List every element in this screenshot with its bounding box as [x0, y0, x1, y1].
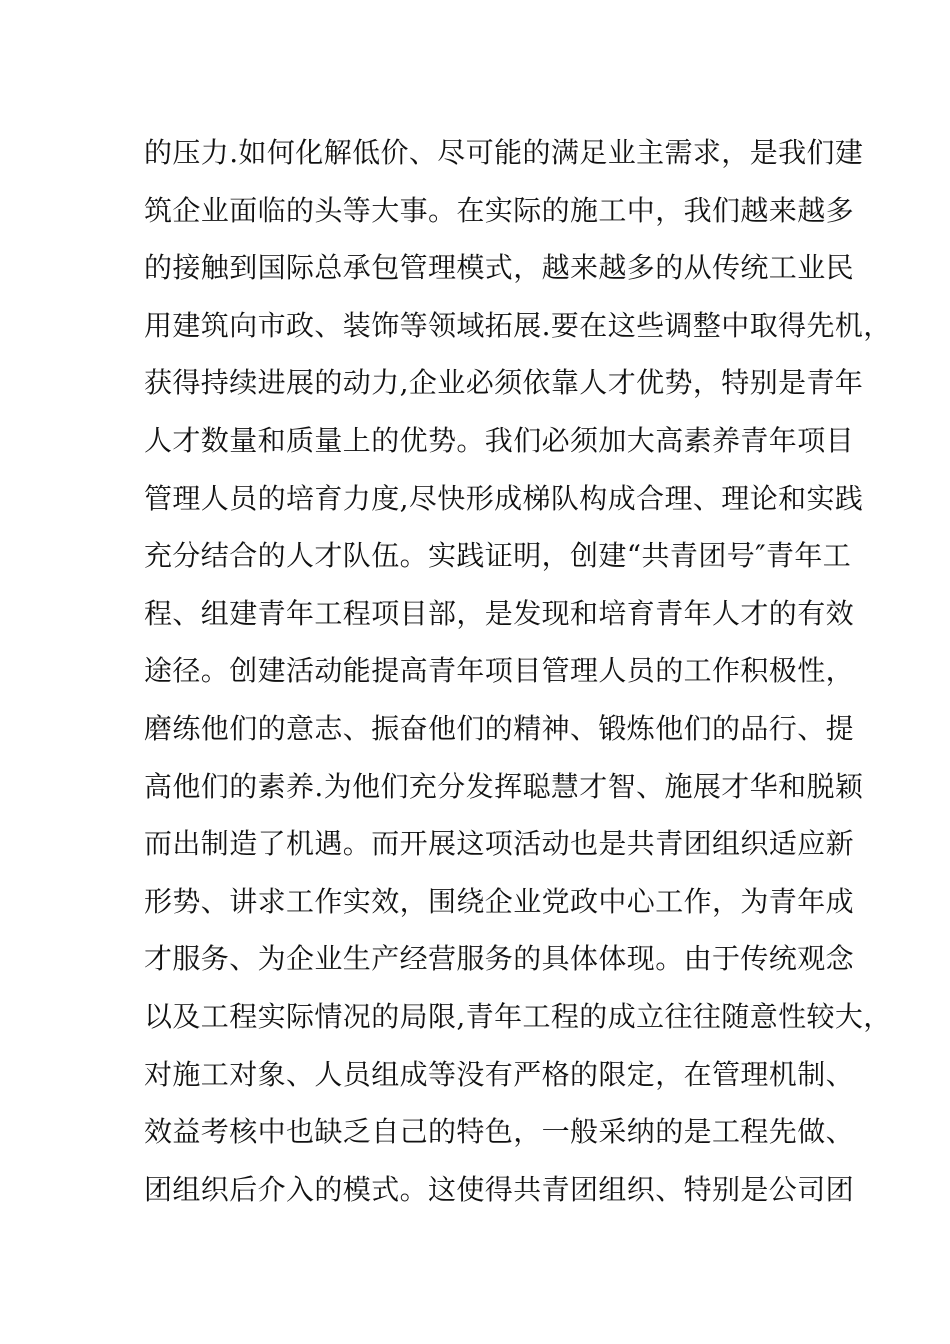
text-line: 充分结合的人才队伍。实践证明，创建“共青团号″青年工 — [144, 539, 852, 573]
text-line: 以及工程实际情况的局限,青年工程的成立往往随意性较大， — [144, 999, 892, 1033]
body-text — [144, 124, 892, 1218]
text-line: 的接触到国际总承包管理模式，越来越多的从传统工业民 — [144, 251, 855, 285]
text-line: 的压力.如何化解低价、尽可能的满足业主需求，是我们建 — [144, 136, 864, 169]
text-line: 获得持续进展的动力,企业必须依靠人才优势，特别是青年 — [144, 366, 864, 400]
text-line: 才服务、为企业生产经营服务的具体体现。由于传统观念 — [144, 942, 855, 976]
text-line: 程、组建青年工程项目部，是发现和培育青年人才的有效 — [144, 596, 855, 630]
text-line: 团组织后介入的模式。这使得共青团组织、特别是公司团 — [144, 1172, 855, 1206]
text-line: 用建筑向市政、装饰等领域拓展.要在这些调整中取得先机， — [144, 308, 892, 342]
text-line: 而出制造了机遇。而开展这项活动也是共青团组织适应新 — [144, 827, 855, 861]
text-line: 筑企业面临的头等大事。在实际的施工中，我们越来越多 — [144, 193, 855, 227]
text-line: 效益考核中也缺乏自己的特色，一般采纳的是工程先做、 — [144, 1115, 855, 1149]
text-line: 高他们的素养.为他们充分发挥聪慧才智、施展才华和脱颖 — [144, 769, 864, 803]
text-line: 对施工对象、人员组成等没有严格的限定，在管理机制、 — [144, 1057, 855, 1091]
text-line: 途径。创建活动能提高青年项目管理人员的工作积极性， — [144, 654, 855, 688]
text-line: 磨练他们的意志、振奋他们的精神、锻炼他们的品行、提 — [144, 711, 855, 745]
text-line: 形势、讲求工作实效，围绕企业党政中心工作，为青年成 — [144, 884, 855, 918]
text-line: 管理人员的培育力度,尽快形成梯队构成合理、理论和实践 — [144, 481, 864, 515]
text-line: 人才数量和质量上的优势。我们必须加大高素养青年项目 — [144, 423, 855, 457]
